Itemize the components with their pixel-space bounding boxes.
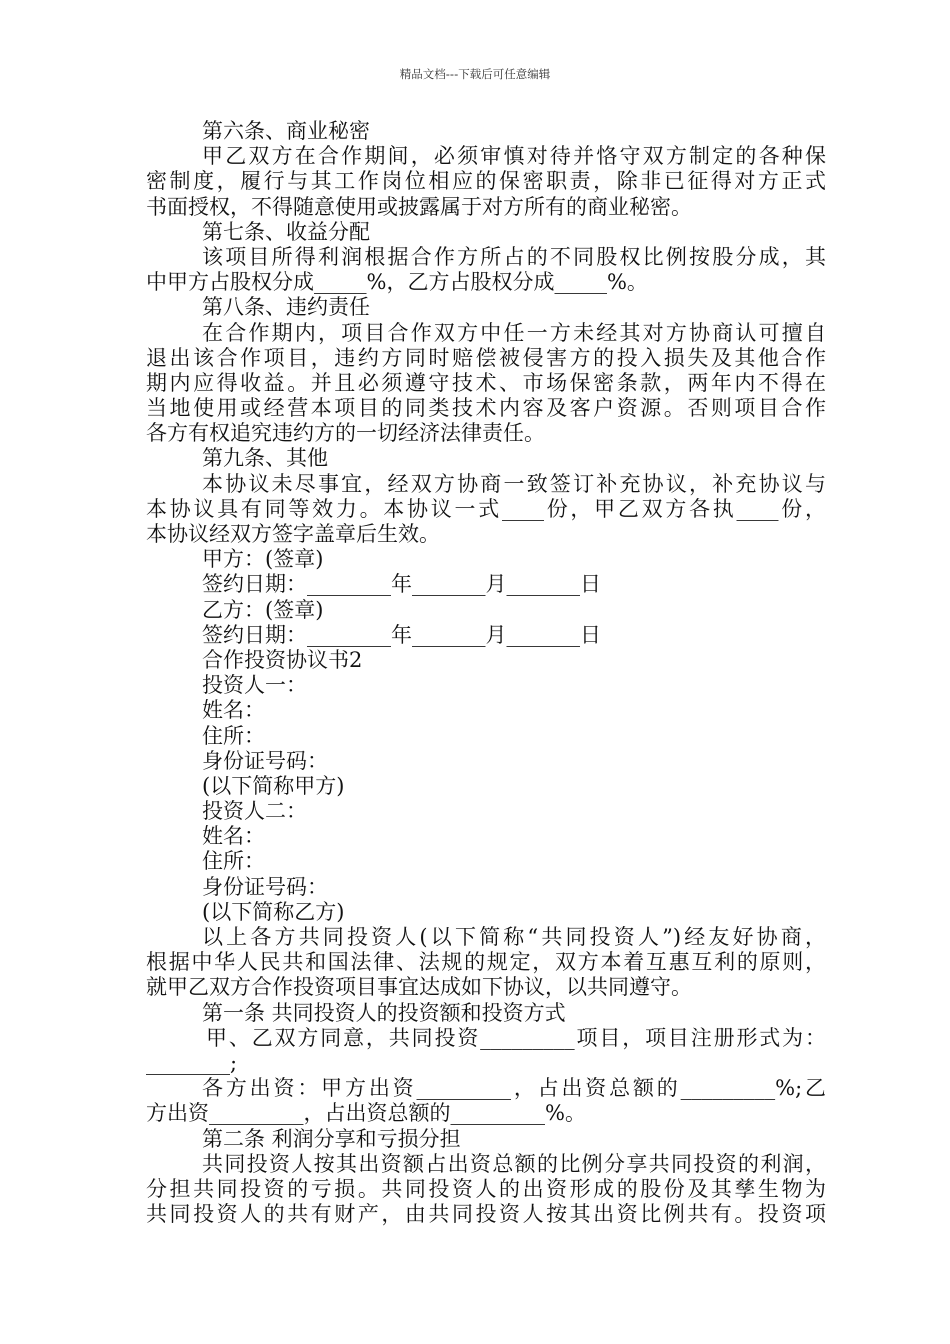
text-line: 住所： xyxy=(202,723,265,748)
text-line: 第九条、其他 xyxy=(202,446,328,471)
text-line: 第六条、商业秘密 xyxy=(202,119,370,143)
text-line: 本协议具有同等效力。本协议一式____份，甲乙双方各执____份， xyxy=(146,496,826,521)
text-line: 在合作期内，项目合作双方中任一方未经其对方协商认可擅自 xyxy=(202,320,826,345)
text-line: 甲乙双方在合作期间，必须审慎对待并恪守双方制定的各种保 xyxy=(202,144,826,169)
text-line: 本协议经双方签字盖章后生效。 xyxy=(146,522,440,546)
text-line: 身份证号码： xyxy=(202,874,328,899)
text-line: 甲、乙双方同意，共同投资_________项目，项目注册形式为： xyxy=(206,1025,826,1050)
text-line: 当地使用或经营本项目的同类技术内容及客户资源。否则项目合作 xyxy=(146,396,826,421)
text-line: 第七条、收益分配 xyxy=(202,219,370,244)
text-line: 中甲方占股权分成_____%，乙方占股权分成_____%。 xyxy=(146,270,648,295)
text-line: 该项目所得利润根据合作方所占的不同股权比例按股分成，其 xyxy=(202,244,826,269)
text-line: 期内应得收益。并且必须遵守技术、市场保密条款，两年内不得在 xyxy=(146,370,826,395)
text-line: 投资人一： xyxy=(202,673,307,698)
text-line: (以下简称甲方) xyxy=(202,773,345,798)
text-line: (以下简称乙方) xyxy=(202,899,345,924)
text-line: ________; xyxy=(146,1050,238,1075)
text-line: 甲方：(签章) xyxy=(202,547,324,572)
text-line: 签约日期：________年_______月_______日 xyxy=(202,572,601,597)
text-line: 各方出资：甲方出资_________，占出资总额的_________%;乙 xyxy=(202,1076,826,1101)
text-line: 共同投资人按其出资额占出资总额的比例分享共同投资的利润， xyxy=(202,1151,826,1176)
text-line: 根据中华人民共和国法律、法规的规定，双方本着互惠互利的原则， xyxy=(146,950,826,975)
text-line: 分担共同投资的亏损。共同投资人的出资形成的股份及其孳生物为 xyxy=(146,1176,826,1201)
text-line: 退出该合作项目，违约方同时赔偿被侵害方的投入损失及其他合作 xyxy=(146,345,826,370)
text-line: 第一条 共同投资人的投资额和投资方式 xyxy=(202,1000,566,1025)
page-header: 精品文档---下载后可任意编辑 xyxy=(399,67,551,81)
text-line: 书面授权，不得随意使用或披露属于对方所有的商业秘密。 xyxy=(146,194,692,219)
text-line: 密制度，履行与其工作岗位相应的保密职责，除非已征得对方正式 xyxy=(146,169,826,194)
text-line: 姓名： xyxy=(202,698,265,723)
text-line: 姓名： xyxy=(202,824,265,849)
text-line: 共同投资人的共有财产，由共同投资人按其出资比例共有。投资项 xyxy=(146,1202,826,1227)
text-line: 就甲乙双方合作投资项目事宜达成如下协议，以共同遵守。 xyxy=(146,975,692,1000)
text-line: 方出资_________，占出资总额的_________%。 xyxy=(146,1101,586,1126)
text-line: 乙方：(签章) xyxy=(202,597,324,622)
text-line: 第八条、违约责任 xyxy=(202,295,370,320)
text-line: 第二条 利润分享和亏损分担 xyxy=(202,1126,461,1151)
text-line: 各方有权追究违约方的一切经济法律责任。 xyxy=(146,421,545,446)
text-line: 合作投资协议书2 xyxy=(202,647,363,672)
text-line: 以上各方共同投资人(以下简称“共同投资人”)经友好协商， xyxy=(202,925,826,949)
document-body xyxy=(146,119,826,1227)
text-line: 身份证号码： xyxy=(202,748,328,773)
text-line: 投资人二： xyxy=(202,799,307,824)
text-line: 本协议未尽事宜，经双方协商一致签订补充协议，补充协议与 xyxy=(202,471,826,496)
text-line: 住所： xyxy=(202,849,265,874)
text-line: 签约日期：________年_______月_______日 xyxy=(202,622,601,647)
